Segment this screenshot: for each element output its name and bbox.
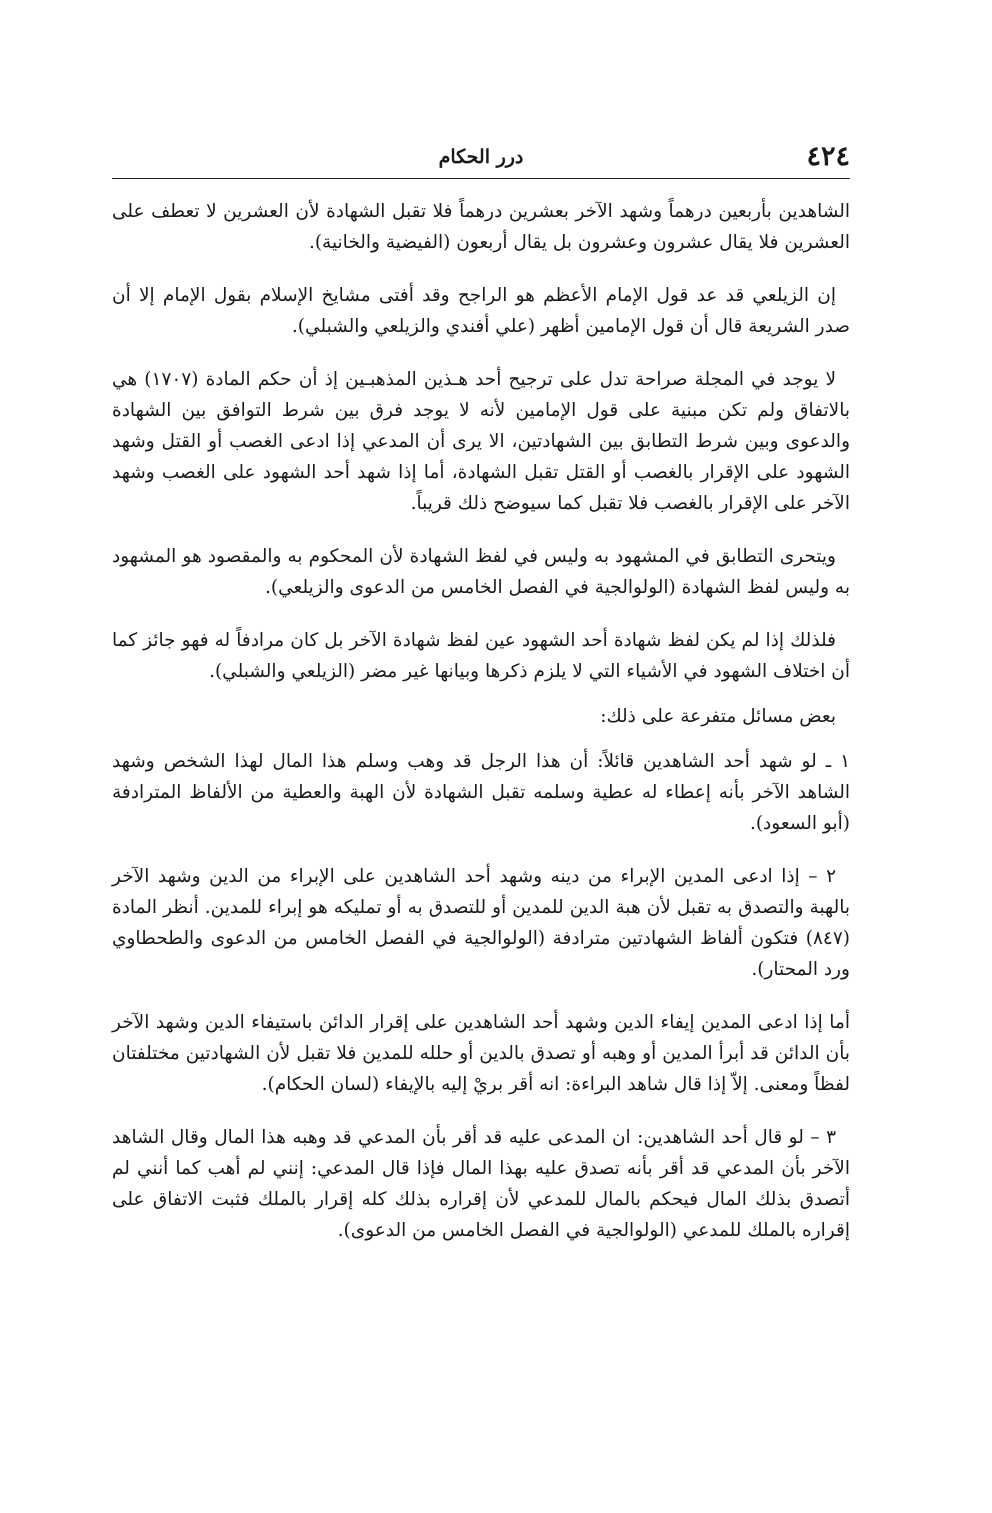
paragraph-continued-witnesses: الشاهدين بأربعين درهماً وشهد الآخر بعشرين درهماً فلا تقبل الشهادة لأن العشرين لا تعطف على العشرين فلا يقال عشرون وعشرون بل يقال أربعون (الفيضية والخانية). [112, 201, 850, 253]
page-number: ٤٢٤ [806, 141, 850, 172]
paragraph-example-1: ١ ـ لو شهد أحد الشاهدين قائلاً: أن هذا الرجل قد وهب وسلم هذا المال لهذا الشخص وشهد الشاهد الآخر بأنه إعطاء له عطية وسلمه تقبل الشهادة لأن الهبة والعطية من الألفاظ المترادفة (أبو السعود). [112, 751, 850, 834]
paragraph-majalla-preference: لا يوجد في المجلة صراحة تدل على ترجيح أحد هـذين المذهبـين إذ أن حكم المادة (١٧٠٧) هي بالاتفاق ولم تكن مبنية على قول الإمامين لأنه لا يوجد فرق بين شرط التوافق بين الشهادة والدعوى وبين شرط التطابق بين الشهادتين، الا يرى أن المدعي إذا ادعى الغصب أو القتل وشهد الشهود على الإقرار بالغصب أو القتل تقبل الشهادة، أما إذا شهد أحد الشهود على الغصب وشهد الآخر على الإقرار بالغصب فلا تقبل كما سيوضح ذلك قريباً. [112, 369, 850, 514]
paragraph-example-3: ٣ – لو قال أحد الشاهدين: ان المدعى عليه قد أقر بأن المدعي قد وهبه هذا المال وقال الشاهد الآخر بأن المدعي قد أقر بأنه تصدق عليه بهذا المال فإذا قال المدعي: إنني لم أهب كما أنني لم أتصدق بذلك المال فيحكم بالمال للمدعي لأن إقراره بذلك كله إقرار بالملك فثبت الاتفاق على إقراره بالملك للمدعي (الولوالجية في الفصل الخامس من الدعوى). [112, 1127, 851, 1241]
page-header [112, 138, 850, 179]
paragraph-example-2: ٢ – إذا ادعى المدين الإبراء من دينه وشهد أحد الشاهدين على الإبراء من الدين وشهد الآخر بالهبة والتصدق به تقبل لأن هبة الدين للمدين أو للتصدق به أو تمليكه هو إبراء للمدين. أنظر المادة (٨٤٧) فتكون ألفاظ الشهادتين مترادفة (الولوالجية في الفصل الخامس من الدعوى والطحطاوي ورد المحتار). [112, 866, 850, 980]
paragraph-conformity: ويتحرى التطابق في المشهود به وليس في لفظ الشهادة لأن المحكوم به والمقصود هو المشهود به وليس لفظ الشهادة (الولوالجية في الفصل الخامس من الدعوى والزيلعي). [112, 546, 850, 598]
running-title: درر الحكام [438, 146, 524, 168]
paragraph-zaylai-opinion: إن الزيلعي قد عد قول الإمام الأعظم هو الراجح وقد أفتى مشايخ الإسلام بقول الإمام إلا أن صدر الشريعة قال أن قول الإمامين أظهر (علي أفندي والزيلعي والشبلي). [112, 285, 850, 337]
paragraph-subissues-heading: بعض مسائل متفرعة على ذلك: [600, 706, 836, 727]
paragraph-payment-claim: أما إذا ادعى المدين إيفاء الدين وشهد أحد الشاهدين على إقرار الدائن باستيفاء الدين وشهد الآخر بأن الدائن قد أبرأ المدين أو وهبه أو تصدق بالدين أو حلله للمدين فلا تقبل لأن الشهادتين مختلفتان لفظاً ومعنى. إلاّ إذا قال شاهد البراءة: انه أقر بريْ إليه بالإيفاء (لسان الحكام). [112, 1012, 850, 1095]
paragraph-synonyms: فلذلك إذا لم يكن لفظ شهادة أحد الشهود عين لفظ شهادة الآخر بل كان مرادفاً له فهو جائز كما أن اختلاف الشهود في الأشياء التي لا يلزم ذكرها وبيانها غير مضر (الزيلعي والشبلي). [112, 630, 850, 682]
page-body [112, 196, 850, 1268]
